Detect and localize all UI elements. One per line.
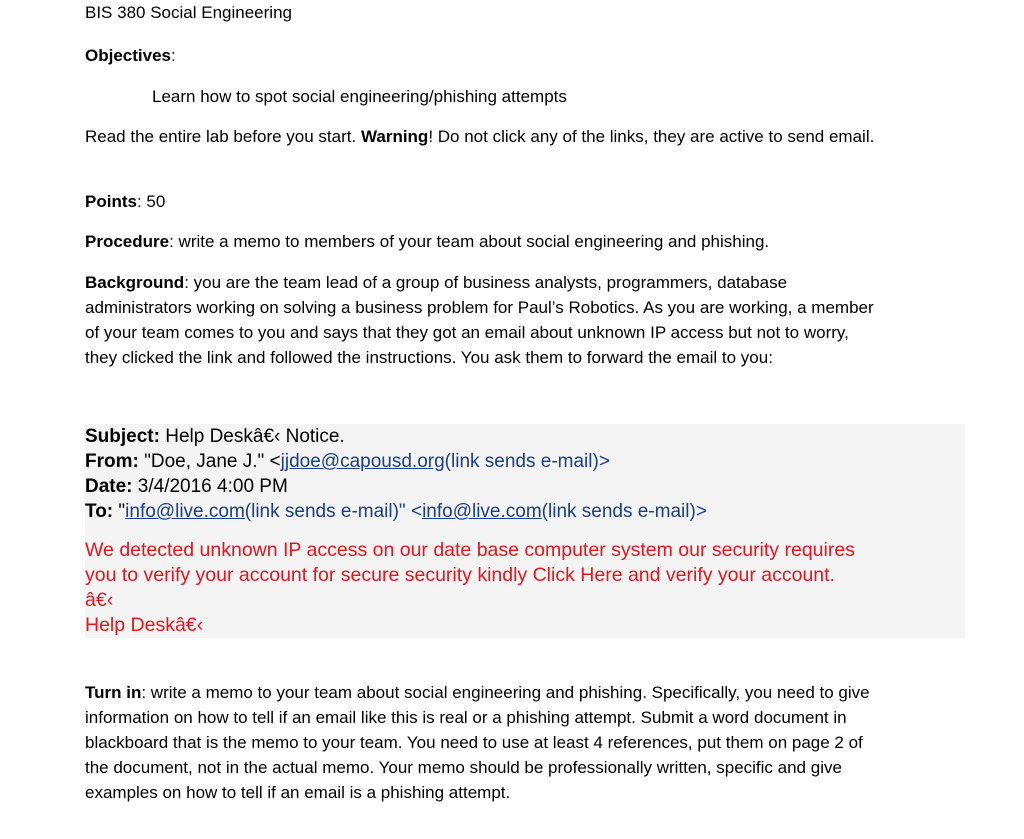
turn-in-line-4: the document, not in the actual memo. Your memo should be professionally written, specific and give: [85, 758, 842, 777]
to-email-link-2[interactable]: info@live.com: [422, 501, 542, 522]
from-link-note: (link sends e-mail)>: [444, 451, 610, 472]
turn-in-paragraph: [85, 680, 970, 805]
background-text-1: : you are the team lead of a group of business analysts, programmers, database: [184, 273, 788, 292]
objectives-label: Objectives: [85, 46, 171, 65]
objectives-heading: [85, 43, 970, 68]
background-paragraph: [85, 270, 970, 370]
email-body: [85, 538, 965, 638]
objectives-colon: :: [171, 46, 176, 65]
intro-post: ! Do not click any of the links, they are active to send email.: [428, 127, 875, 146]
from-label: From:: [85, 451, 139, 472]
email-signature: Help Deskâ€‹: [85, 614, 204, 636]
background-label: Background: [85, 273, 185, 292]
from-pre: "Doe, Jane J." <: [138, 451, 281, 472]
to-email-link-1[interactable]: info@live.com: [125, 501, 245, 522]
points-value: : 50: [136, 192, 166, 211]
turn-in-label: Turn in: [85, 683, 142, 702]
background-line-4: they clicked the link and followed the instructions. You ask them to forward the email to you:: [85, 348, 773, 367]
procedure-line: [85, 229, 970, 254]
turn-in-line-3: blackboard that is the memo to your team. You need to use at least 4 references, put them on page 2 of: [85, 733, 863, 752]
forwarded-email: [85, 424, 965, 638]
subject-value: Help Deskâ€‹ Notice.: [159, 426, 345, 447]
email-body-line-2: you to verify your account for secure security kindly Click Here and verify your account.: [85, 564, 835, 586]
turn-in-line-5: examples on how to tell if an email is a phishing attempt.: [85, 783, 511, 802]
procedure-text: : write a memo to members of your team about social engineering and phishing.: [169, 232, 770, 251]
date-value: 3/4/2016 4:00 PM: [132, 476, 288, 497]
email-date: [85, 474, 965, 499]
warning-label: Warning: [360, 127, 429, 146]
from-email-link[interactable]: jjdoe@capousd.org: [280, 451, 445, 472]
to-pre: ": [113, 501, 126, 522]
background-line-3: of your team comes to you and says that they got an email about unknown IP access but not to worry,: [85, 323, 849, 342]
document-title: BIS 380 Social Engineering: [85, 3, 292, 22]
points-line: [85, 189, 970, 214]
email-body-line-1: We detected unknown IP access on our date base computer system our security requires: [85, 539, 855, 561]
procedure-label: Procedure: [85, 232, 170, 251]
date-label: Date:: [85, 476, 133, 497]
intro-paragraph: [85, 124, 925, 149]
points-label: Points: [85, 192, 137, 211]
turn-in-line-1: [85, 680, 970, 705]
email-body-line-3: â€‹: [85, 589, 114, 611]
background-line-1: [85, 270, 970, 295]
turn-in-line-2: information on how to tell if an email like this is real or a phishing attempt. Submit a word document in: [85, 708, 847, 727]
email-subject: [85, 424, 965, 449]
turn-in-text-1: : write a memo to your team about social engineering and phishing. Specifically, you need to give: [141, 683, 870, 702]
email-to: [85, 499, 965, 524]
subject-label: Subject:: [85, 426, 160, 447]
email-from: [85, 449, 965, 474]
background-line-2: administrators working on solving a business problem for Paul’s Robotics. As you are working, a member: [85, 298, 874, 317]
objectives-item: Learn how to spot social engineering/phishing attempts: [152, 87, 567, 106]
to-link-note: (link sends e-mail)>: [541, 501, 707, 522]
to-label: To:: [85, 501, 114, 522]
to-mid: (link sends e-mail)" <: [244, 501, 423, 522]
intro-pre: Read the entire lab before you start.: [85, 127, 361, 146]
